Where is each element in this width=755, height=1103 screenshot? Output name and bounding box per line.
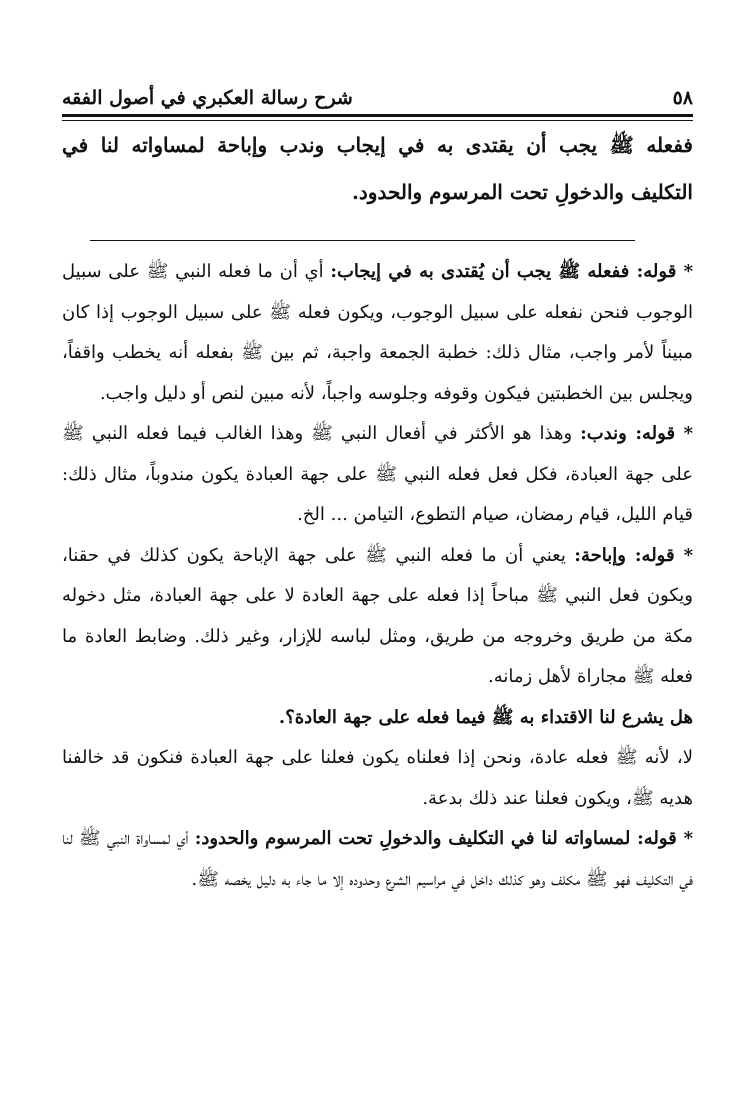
commentary-paragraph-4 bbox=[62, 819, 693, 900]
commentary-lead: * قوله: وندب: bbox=[580, 423, 693, 444]
commentary-lead: * قوله: ففعله ﷺ يجب أن يُقتدى به في إيجاب: bbox=[330, 261, 693, 282]
page-number: ٥٨ bbox=[672, 87, 693, 109]
commentary-body: أي أن ما فعله النبي ﷺ على سبيل الوجوب فنحن نفعله على سبيل الوجوب، ويكون فعله ﷺ على سبيل الوجوب إذا كان مبيناً لأمر واجب، مثال ذلك: خطبة الجمعة واجبة، ثم بين ﷺ بفعله أنه يخطب واقفاً، ويجلس بين الخطبتين فيكون وقوفه وجلوسه واجباً، لأنه مبين لنص أو دليل واجب. bbox=[62, 261, 693, 404]
commentary-body: أي لمساواة النبي ﷺ لنا في التكليف فهو ﷺ مكلف وهو كذلك داخل في مراسيم الشرع وحدوده إلا ما جاء به دليل يخصه ﷺ. bbox=[62, 828, 693, 890]
matn-paragraph: ففعله ﷺ يجب أن يقتدى به في إيجاب وندب وإباحة لمساواته لنا في التكليف والدخولِ تحت المرسوم والحدود. bbox=[62, 133, 693, 204]
matn-text bbox=[62, 122, 693, 216]
commentary-lead: * قوله: وإباحة: bbox=[574, 544, 693, 566]
commentary-paragraph-3 bbox=[62, 536, 693, 698]
commentary-paragraph-2 bbox=[62, 414, 693, 536]
commentary-paragraph-1 bbox=[62, 252, 693, 414]
commentary-body: وهذا هو الأكثر في أفعال النبي ﷺ وهذا الغالب فيما فعله النبي ﷺ على جهة العبادة، فكل فعل فعله النبي ﷺ على جهة العبادة يكون مندوباً، مثال ذلك: قيام الليل، قيام رمضان، صيام التطوع، التيامن ... الخ. bbox=[62, 423, 693, 525]
answer-paragraph: لا، لأنه ﷺ فعله عادة، ونحن إذا فعلناه يكون فعلنا على جهة العبادة فنكون قد خالفنا هديه ﷺ، ويكون فعلنا عند ذلك بدعة. bbox=[62, 747, 693, 809]
page-header bbox=[62, 85, 693, 111]
commentary-lead: * قوله: لمساواته لنا في التكليف والدخولِ تحت المرسوم والحدود: bbox=[194, 828, 693, 849]
commentary-body: يعني أن ما فعله النبي ﷺ على جهة الإباحة يكون كذلك في حقنا، ويكون فعل النبي ﷺ مباحاً إذا فعله على جهة العادة لا على جهة العبادة، مثل دخوله مكة من طريق وخروجه من طريق، ومثل لباسه للإزار، وغير ذلك. وضابط العادة ما فعله ﷺ مجاراة لأهل زمانه. bbox=[62, 544, 693, 687]
book-title: شرح رسالة العكبري في أصول الفقه bbox=[62, 87, 353, 109]
commentary bbox=[62, 252, 693, 900]
header-rule-thick bbox=[62, 114, 693, 117]
header-rule-thin bbox=[62, 120, 693, 121]
question-heading: هل يشرع لنا الاقتداء به ﷺ فيما فعله على جهة العادة؟. bbox=[278, 706, 693, 728]
footnote-separator bbox=[90, 240, 635, 241]
